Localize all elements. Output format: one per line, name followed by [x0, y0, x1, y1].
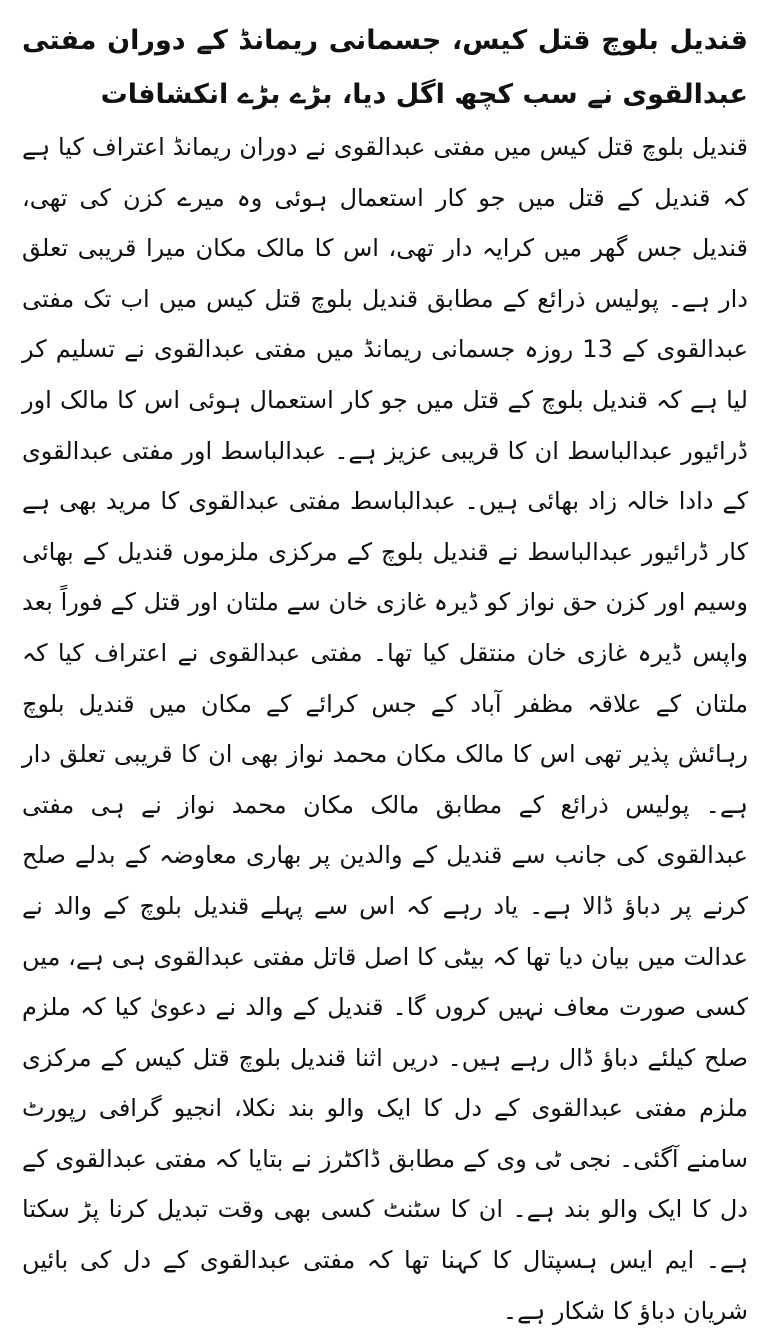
- article-body: قندیل بلوچ قتل کیس میں مفتی عبدالقوی نے دوران ریمانڈ اعتراف کیا ہے کہ قندیل کے قتل میں جو کار استعمال ہوئی وہ میرے کزن کی تھی، قندیل جس گھر میں کرایہ دار تھی، اس کا مالک مکان میرا قریبی تعلق دار ہے۔ پولیس ذرائع کے مطابق قندیل بلوچ قتل کیس میں اب تک مفتی عبدالقوی کے 13 روزہ جسمانی ریمانڈ میں مفتی عبدالقوی نے تسلیم کر لیا ہے کہ قندیل بلوچ کے قتل میں جو کار استعمال ہوئی اس کا مالک اور ڈرائیور عبدالباسط ان کا قریبی عزیز ہے۔ عبدالباسط اور مفتی عبدالقوی کے دادا خالہ زاد بھائی ہیں۔ عبدالباسط مفتی عبدالقوی کا مرید بھی ہے کار ڈرائیور عبدالباسط نے قندیل بلوچ کے مرکزی ملزموں قندیل کے بھائی وسیم اور کزن حق نواز کو ڈیرہ غازی خان سے ملتان اور قتل کے فوراً بعد واپس ڈیرہ غازی خان منتقل کیا تھا۔ مفتی عبدالقوی نے اعتراف کیا کہ ملتان کے علاقہ مظفر آباد کے جس کرائے کے مکان میں قندیل بلوچ رہائش پذیر تھی اس کا مالک مکان محمد نواز بھی ان کا قریبی تعلق دار ہے۔ پولیس ذرائع کے مطابق مالک مکان محمد نواز نے ہی مفتی عبدالقوی کی جانب سے قندیل کے والدین پر بھاری معاوضہ کے بدلے صلح کرنے پر دباؤ ڈالا ہے۔ یاد رہے کہ اس سے پہلے قندیل بلوچ کے والد نے عدالت میں بیان دیا تھا کہ بیٹی کا اصل قاتل مفتی عبدالقوی ہی ہے، میں کسی صورت معاف نہیں کروں گا۔ قندیل کے والد نے دعویٰ کیا کہ ملزم صلح کیلئے دباؤ ڈال رہے ہیں۔ دریں اثنا قندیل بلوچ قتل کیس کے مرکزی ملزم مفتی عبدالقوی کے دل کا ایک والو بند نکلا، انجیو گرافی رپورٹ سامنے آگئی۔ نجی ٹی وی کے مطابق ڈاکٹرز نے بتایا کہ مفتی عبدالقوی کے دل کا ایک والو بند ہے۔ ان کا سٹنٹ کسی بھی وقت تبدیل کرنا پڑ سکتا ہے۔ ایم ایس ہسپتال کا کہنا تھا کہ مفتی عبدالقوی کے دل کی بائیں شریان دباؤ کا شکار ہے۔: [22, 133, 748, 1325]
- article-headline: قندیل بلوچ قتل کیس، جسمانی ریمانڈ کے دوران مفتی عبدالقوی نے سب کچھ اگل دیا، بڑے بڑے انکشافات: [22, 25, 748, 110]
- article: [22, 14, 748, 1336]
